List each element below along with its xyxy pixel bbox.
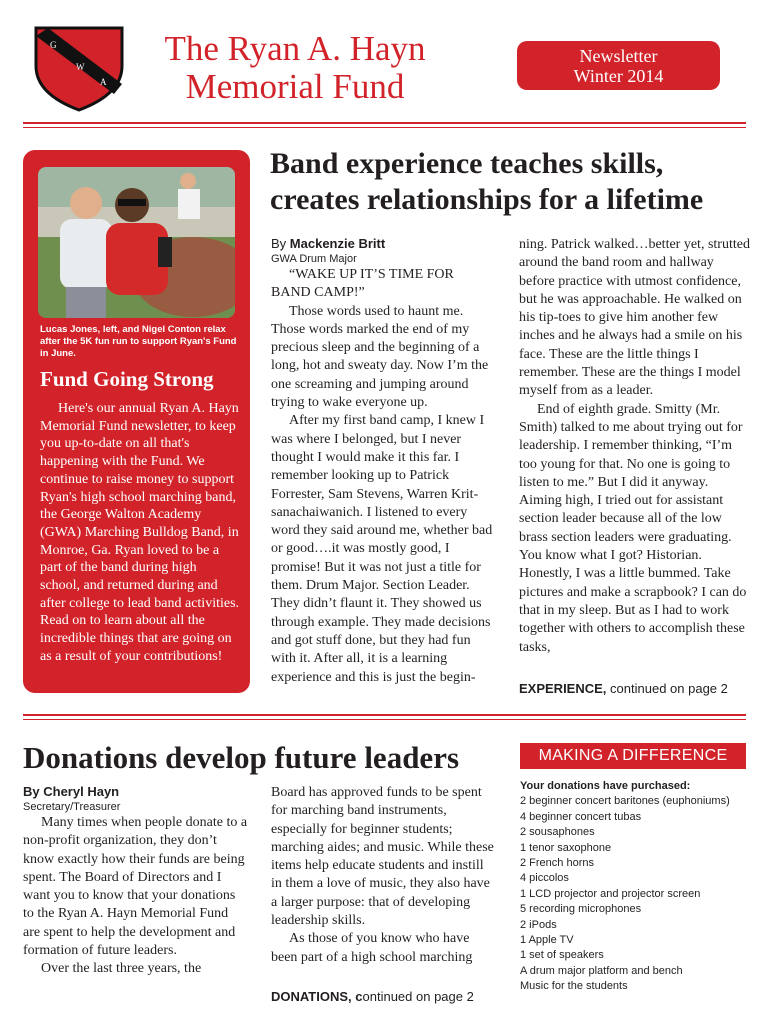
crest-letter-a: A bbox=[100, 77, 107, 87]
byline-prefix: By bbox=[23, 784, 40, 799]
photo-caption: Lucas Jones, left, and Nigel Conton relax after the 5K fun run to support Ryan's Fund in June. bbox=[40, 324, 237, 359]
issue-badge bbox=[517, 41, 720, 90]
article2-author: Cheryl Hayn bbox=[43, 784, 120, 799]
article2-column-1 bbox=[23, 784, 248, 979]
donation-item: 2 beginner concert baritones (euphoniums) bbox=[520, 795, 730, 808]
run-photo bbox=[38, 167, 235, 318]
donation-item: 1 tenor saxophone bbox=[520, 841, 612, 854]
donation-item: 1 Apple TV bbox=[520, 934, 574, 947]
article2-continued bbox=[271, 989, 511, 1004]
continued-text: continued on page 2 bbox=[610, 681, 728, 696]
article2-byline bbox=[23, 784, 248, 800]
gwa-crest-logo bbox=[30, 22, 128, 112]
article1-headline: Band experience teaches skills, creates relationships for a lifetime bbox=[270, 147, 704, 216]
article2-column-2 bbox=[271, 784, 496, 967]
article1-paragraph: ning. Patrick walked…better yet, strutted around the band room and hallway before practice with utmost confidence, but he was approachable. He walked on his tip-toes to give him another few inches and he always had a smile on his face. These are the little things I remember. These are the things I model myself from as a leader. bbox=[519, 237, 750, 399]
donation-item: 4 piccolos bbox=[520, 872, 569, 885]
making-difference-heading: MAKING A DIFFERENCE bbox=[520, 743, 746, 769]
article1-continued bbox=[519, 681, 759, 696]
middle-rule-2 bbox=[23, 719, 746, 720]
donation-item: 5 recording microphones bbox=[520, 903, 642, 916]
article1-byline bbox=[271, 236, 493, 252]
article2-paragraph: As those of you know who have been part of a high school marching bbox=[271, 931, 473, 965]
title-line-2: Memorial Fund bbox=[185, 67, 405, 106]
byline-prefix: By bbox=[271, 236, 287, 251]
donation-item: A drum major platform and bench bbox=[520, 964, 683, 977]
crest-letter-g: G bbox=[50, 40, 57, 50]
donation-item: 4 beginner concert tubas bbox=[520, 810, 642, 823]
article1-paragraph: After my first band camp, I knew I was where I belonged, but I never thought I would make it this far. I remember looking up to Patrick Forrester, Sam Stevens, Warren Krit-sanachaiwanich. I listened to every word they said around me, whether bad or good….it was mostly good, I promise! But it was not just a title for them. Drum Major. Section Leader. They didn’t flaunt it. They showed us through example. They made decisions and got stuff done, but they had fun with it. After all, it is a learning experience and this is just the begin- bbox=[271, 413, 493, 685]
article1-paragraph: End of eighth grade. Smitty (Mr. Smith) talked to me about trying out for leadership. I remember thinking, “I’m too young for that. No one is going to listen to me.” But I did it anyway. Aiming high, I tried out for assistant section leader because all of the low brass section leaders were graduating. You know what I got? Historian. Honestly, I was a little bummed. Take pictures and make a scrapbook? I can do that in my sleep. But as I had to work together with others to accomplish these tasks, bbox=[519, 401, 747, 655]
article1-column-2 bbox=[519, 236, 750, 657]
article1-paragraph: “WAKE UP IT’S TIME FOR BAND CAMP!” bbox=[271, 267, 454, 301]
donations-list bbox=[520, 779, 760, 995]
donation-item: 2 iPods bbox=[520, 918, 557, 931]
donation-item: 2 sousaphones bbox=[520, 826, 595, 839]
article2-author-role: Secretary/Treasurer bbox=[23, 801, 121, 813]
continued-label: EXPERIENCE, bbox=[519, 681, 607, 696]
middle-rule bbox=[23, 714, 746, 716]
crest-letter-w: W bbox=[76, 62, 85, 72]
article1-column-1 bbox=[271, 236, 493, 687]
title-line-1: The Ryan A. Hayn bbox=[164, 29, 426, 68]
donation-item: Music for the students bbox=[520, 980, 628, 993]
article2-paragraph: Over the last three years, the bbox=[41, 961, 202, 977]
donation-item: 1 LCD projector and projector screen bbox=[520, 887, 701, 900]
continued-text: ontinued on page 2 bbox=[362, 989, 474, 1004]
top-rule-2 bbox=[23, 127, 746, 128]
badge-line-2: Winter 2014 bbox=[573, 65, 664, 86]
article1-author-role: GWA Drum Major bbox=[271, 253, 357, 265]
article2-paragraph: Many times when people donate to a non-profit organization, they don’t know exactly how their funds are being spent. The Board of Directors and I want you to know that your donations to the Ryan A. Hayn Memorial Fund are spent to help the development and formation of future leaders. bbox=[23, 815, 248, 959]
badge-line-1: Newsletter bbox=[579, 45, 658, 66]
continued-label: DONATIONS, c bbox=[271, 989, 363, 1004]
article2-headline: Donations develop future leaders bbox=[23, 740, 460, 775]
sidebar-heading: Fund Going Strong bbox=[40, 367, 214, 391]
donations-intro: Your donations have purchased: bbox=[520, 780, 691, 792]
donation-item: 2 French horns bbox=[520, 857, 594, 870]
sidebar-body: Here's our annual Ryan A. Hayn Memorial Fund newsletter, to keep you up-to-date on all that's happening with the Fund. We continue to raise money to support Ryan's high school marching band, the George Walton Academy (GWA) Marching Bulldog Band, in Monroe, Ga. Ryan loved to be a part of the band during high school, and returned during and after college to lead band activities. Read on to learn about all the incredible things that are going on as a result of your contributions! bbox=[40, 401, 240, 664]
article2-paragraph: Board has approved funds to be spent for marching band instruments, especially for beginner students; marching aides; and music. While these items help educate students and instill in them a love of music, they also have a larger purpose: that of developing leadership skills. bbox=[271, 785, 494, 929]
donation-item: 1 set of speakers bbox=[520, 949, 604, 962]
top-rule bbox=[23, 122, 746, 124]
newsletter-title bbox=[130, 30, 460, 106]
article1-paragraph: Those words used to haunt me. Those words marked the end of my precious sleep and the beginning of a long, hot and sweaty day. Now I’m the one screaming and jumping around trying to wake everyone up. bbox=[271, 303, 489, 411]
article1-author: Mackenzie Britt bbox=[289, 236, 386, 251]
